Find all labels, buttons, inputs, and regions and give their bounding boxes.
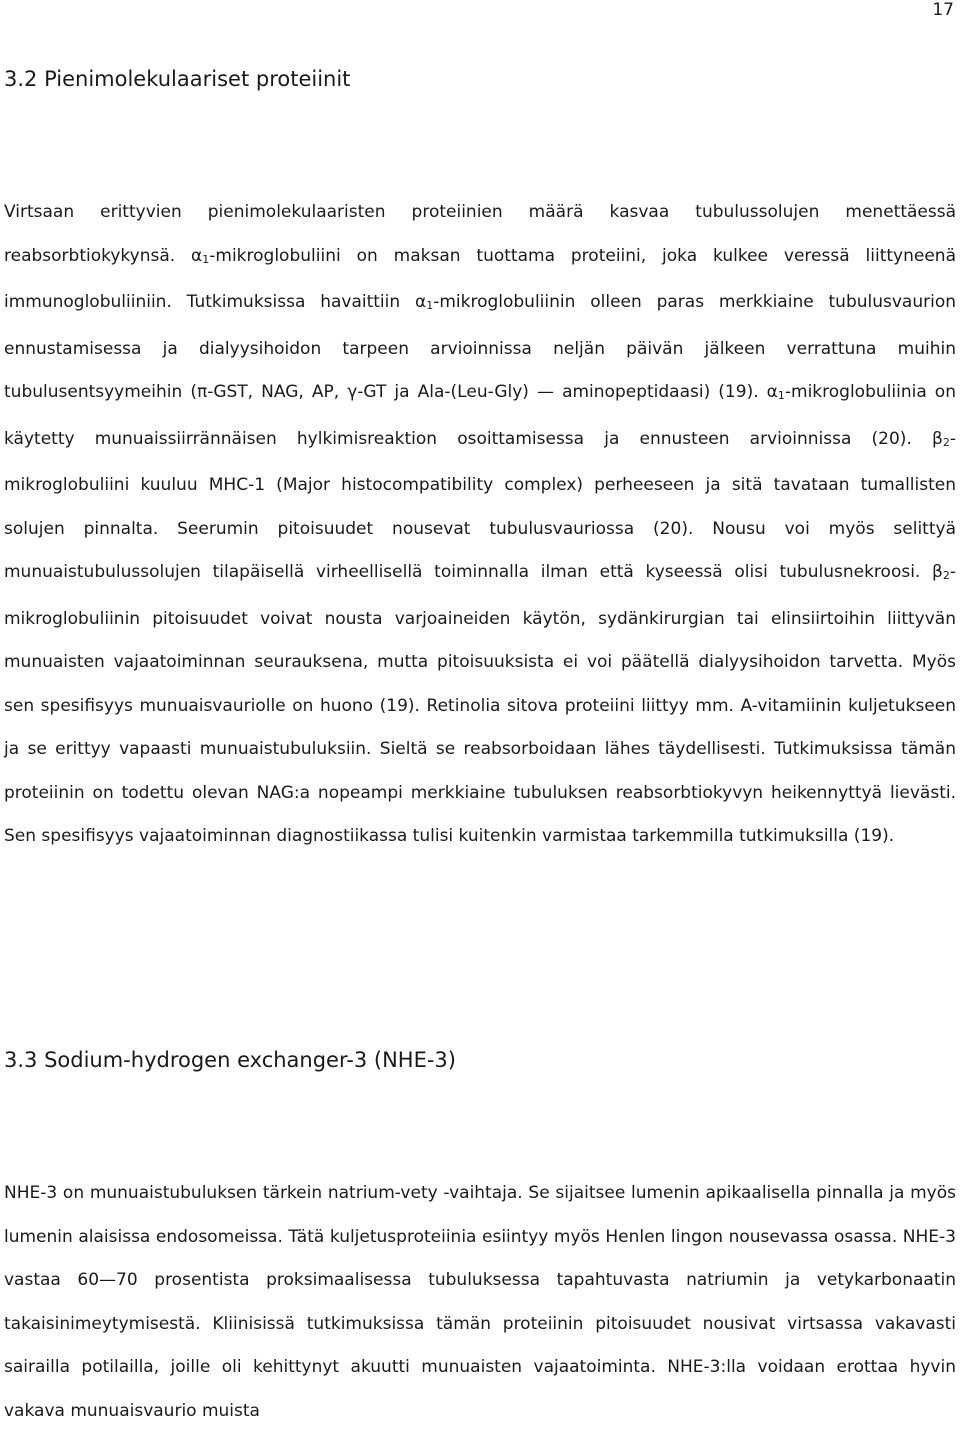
text-run: -mikroglobuliinia on käytetty munuaissiirrännäisen hylkimisreaktion osoittamisessa ja ennusteen arvioinnissa (20). β <box>4 382 956 449</box>
page-number: 17 <box>932 0 954 20</box>
subscript: 1 <box>777 389 785 402</box>
section-heading-nhe3: 3.3 Sodium-hydrogen exchanger-3 (NHE-3) <box>4 1048 456 1072</box>
text-run: -mikroglobuliini on maksan tuottama proteiini, joka kulkee veressä liittyneenä immunoglobuliiniin. Tutkimuksissa havaittiin α <box>4 245 956 312</box>
text-run: -mikroglobuliinin pitoisuudet voivat nousta varjoaineiden käytön, sydänkirurgian tai elinsiirtoihin liittyvän munuaisten vajaatoiminnan seurauksena, mutta pitoisuuksista ei voi päätellä dialyysihoidon tarvetta. Myös sen spesifisyys munuaisvauriolle on huono (19). Retinolia sitova proteiini liittyy mm. A-vitamiinin kuljetukseen ja se erittyy vapaasti munuaistubuluksiin. Sieltä se reabsorboidaan lähes täydellisesti. Tutkimuksissa tämän proteiinin on todettu olevan NAG:a nopeampi merkkiaine tubuluksen reabsorbtiokyvyn heikennyttyä lievästi. Sen spesifisyys vajaatoiminnan diagnostiikassa tulisi kuitenkin varmistaa tarkemmilla tutkimuksilla (19). <box>4 562 956 846</box>
text-run: Virtsaan erittyvien pienimolekulaaristen proteiinien määrä kasvaa tubulussolujen menettäessä reabsorbtiokykynsä. α <box>4 202 956 266</box>
text-run: -mikroglobuliini kuuluu MHC-1 (Major histocompatibility complex) perheeseen ja sitä tavataan tumallisten solujen pinnalta. Seerumin pitoisuudet nousevat tubulusvauriossa (20). Nousu voi myös selittyä munuaistubulussolujen tilapäisellä virheellisellä toiminnalla ilman että kyseessä olisi tubulusnekroosi. β <box>4 428 956 582</box>
subscript: 2 <box>942 569 950 582</box>
subscript: 1 <box>202 252 210 266</box>
text-run: -mikroglobuliinin olleen paras merkkiaine tubulusvaurion ennustamisessa ja dialyysihoidon tarpeen arvioinnissa neljän päivän jälkeen verrattuna muihin tubulusentsyymeihin (π-GST, NAG, AP, γ-GT ja Ala-(Leu-Gly) — aminopeptidaasi) (19). α <box>4 292 957 402</box>
subscript: 2 <box>942 435 950 449</box>
paragraph-nhe3: NHE-3 on munuaistubuluksen tärkein natrium-vety -vaihtaja. Se sijaitsee lumenin apikaalisella pinnalla ja myös lumenin alaisissa endosomeissa. Tätä kuljetusproteiinia esiintyy myös Henlen lingon nousevassa osassa. NHE-3 vastaa 60—70 prosentista proksimaalisessa tubuluksessa tapahtuvasta natriumin ja vetykarbonaatin takaisinimeytymisestä. Kliinisissä tutkimuksissa tämän proteiinin pitoisuudet nousivat virtsassa vakavasti sairailla potilailla, joille oli kehittynyt akuutti munuaisten vajaatoiminta. NHE-3:lla voidaan erottaa hyvin vakava munuaisvaurio muista <box>4 1183 956 1421</box>
subscript: 1 <box>426 299 434 312</box>
section-heading-small-proteins: 3.2 Pienimolekulaariset proteiinit <box>4 67 351 91</box>
paragraph-small-proteins <box>4 191 956 859</box>
